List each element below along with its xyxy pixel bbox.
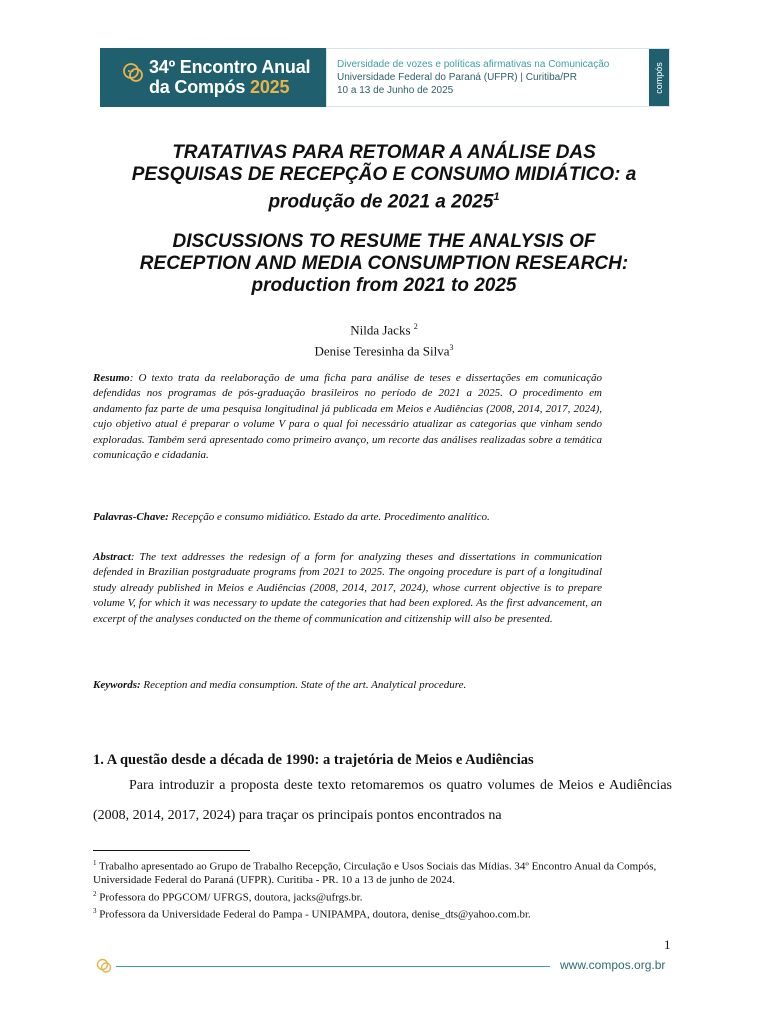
author-2-name: Denise Teresinha da Silva [314,343,450,359]
author-1-ref: 2 [413,322,418,331]
banner-dates: 10 a 13 de Junho de 2025 [337,85,454,96]
author-2-ref: 3 [449,343,454,353]
section-heading: 1. A questão desde a década de 1990: a trajetória de Meios e Audiências [93,752,534,768]
banner-title-line2 [149,77,310,97]
banner-info-panel [326,48,670,107]
author-1 [90,318,678,339]
footer-divider [116,966,550,967]
page-number: 1 [664,937,671,952]
abstract-paragraph [93,550,602,627]
banner-title-year: 2025 [250,77,290,97]
banner-vertical-label: compós [654,61,665,94]
resumo-paragraph [93,371,602,463]
section-paragraph: Para introduzir a proposta deste texto retomaremos os quatro volumes de Meios e Audiências (2008, 2014, 2017, 2024) para traçar os principais pontos encontrados na [93,778,672,823]
author-2 [90,339,678,360]
abstract-label: Abstract [93,551,131,563]
banner-vertical-logo [649,49,669,106]
footnote-3-num: 3 [93,906,97,915]
section-body [93,771,672,831]
banner-title-line1: 34º Encontro Anual [149,57,311,77]
footnote-2 [93,888,672,905]
title-pt-line3-text: produção de 2021 a 2025 [268,191,494,213]
footnote-1-text: Trabalho apresentado ao Grupo de Trabalho Recepção, Circulação e Usos Sociais das Mídias. 34º Encontro Anual da Compós, Universidade Federal do Paraná (UFPR). Curitiba - PR. 10 a 13 de junho de 2024. [93,860,657,887]
banner-venue: Universidade Federal do Paraná (UFPR) | Curitiba/PR [337,72,577,83]
title-en-line1: DISCUSSIONS TO RESUME THE ANALYSIS OF [172,231,596,252]
title-en-line2: RECEPTION AND MEDIA CONSUMPTION RESEARCH: [139,253,629,274]
title-pt-line1: TRATATIVAS PARA RETOMAR A ANÁLISE DAS [172,142,596,163]
chat-bubble-icon [96,958,112,974]
palavras-chave-paragraph [93,510,602,525]
footnote-3 [93,905,672,922]
footnote-2-text: Professora do PPGCOM/ UFRGS, doutora, jacks@ufrgs.br. [96,891,363,904]
banner-theme: Diversidade de vozes e políticas afirmativas na Comunicação [337,59,610,70]
footnote-2-num: 2 [93,889,97,898]
footnote-1-num: 1 [93,859,97,867]
keywords-paragraph [93,678,602,693]
title-en-line3: production from 2021 to 2025 [251,275,517,296]
abstract-text: : The text addresses the redesign of a form for analyzing theses and dissertations in communication defended in Brazilian postgraduate programs from 2021 to 2025. The ongoing procedure is part of a longitudinal study already published in Meios e Audiências (2008, 2014, 2017, 2024), whose current objective is to prepare volume V, for which it was necessary to update the categories that had been explored. As the first advancement, an excerpt of the analyses conducted on the theme of communication and citizenship will also be presented. [93,551,602,625]
title-pt-line3 [90,186,678,213]
keywords-text: Reception and media consumption. State of the art. Analytical procedure. [140,679,467,691]
title-english [90,231,678,297]
resumo-label: Resumo [93,372,130,384]
title-portuguese [90,142,678,213]
footnotes [93,857,672,922]
author-1-name: Nilda Jacks [350,322,414,338]
banner-logo-panel [100,48,326,107]
banner-title [149,57,310,97]
footnote-divider [93,850,250,851]
keywords-label: Keywords: [93,679,141,691]
palavras-chave-label: Palavras-Chave: [93,511,169,523]
title-pt-line2: PESQUISAS DE RECEPÇÃO E CONSUMO MIDIÁTICO: a [131,164,637,185]
footnote-3-text: Professora da Universidade Federal do Pampa - UNIPAMPA, doutora, denise_dts@yahoo.com.br. [96,908,531,921]
banner-info [337,58,609,97]
footnote-ref-1: 1 [493,191,500,203]
resumo-text: : O texto trata da reelaboração de uma ficha para análise de teses e dissertações em comunicação defendidas nos programas de pós-graduação brasileiros no período de 2021 a 2025. O procedimento em andamento faz parte de uma pesquisa longitudinal já publicada em Meios e Audiências (2008, 2014, 2017, 2024), cujo objetivo atual é preparar o volume V para o qual foi necessário atualizar as categorias que vinham sendo exploradas. Também será apresentado como primeiro avanço, um recorte das análises realizadas sobre a temática comunicação e cidadania. [93,372,602,462]
authors [90,318,678,361]
chat-bubble-icon [122,62,144,84]
banner-title-prefix: da Compós [149,77,251,97]
palavras-chave-text: Recepção e consumo midiático. Estado da arte. Procedimento analítico. [168,511,490,523]
footer-url-link[interactable]: www.compos.org.br [560,958,666,972]
conference-banner [100,48,670,107]
footnote-1 [93,857,672,888]
